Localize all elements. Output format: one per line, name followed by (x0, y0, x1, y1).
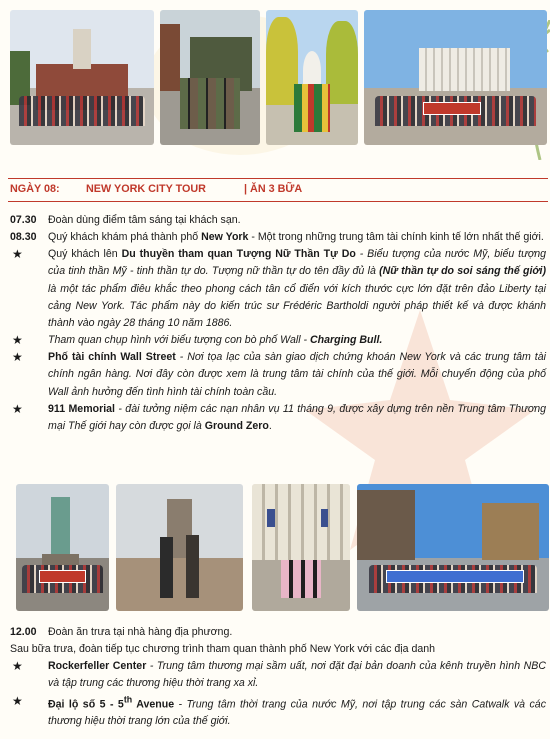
schedule-item-charging-bull (10, 332, 546, 349)
schedule-item-statue-of-liberty (10, 246, 546, 332)
schedule-text: Quý khách lên Du thuyền tham quan Tượng Nữ Thần Tự Do - Biểu tượng của nước Mỹ, biểu tượng của tinh thần Mỹ - tinh thần tự do. Tượng nữ thần tự do tên đầy đủ là (Nữ thần tự do soi sáng thế giới) là một tác phẩm điêu khắc theo phong cách tân cổ điển với kích thước cực lớn đặt trên đảo Liberty tại cảng New York. Tác phẩm này do kiến trúc sư Frédéric Bartholdi người pháp thiết kế và được khánh thành vào ngày 28 tháng 10 năm 1886. (48, 248, 547, 329)
schedule-item (10, 212, 546, 229)
schedule-text: Rockerfeller Center - Trung tâm thương mại sầm uất, nơi đặt đại bản doanh của kênh truyền hình NBC và tập trung các thương hiệu thời trang xa xỉ. (48, 660, 546, 690)
day-title: NEW YORK CITY TOUR (86, 183, 206, 196)
star-bullet-icon: ★ (12, 333, 23, 348)
time-label: 08.30 (10, 231, 37, 244)
photo-group-banner (357, 484, 549, 611)
schedule-text: Đoàn dùng điểm tâm sáng tại khách sạn. (48, 214, 241, 226)
schedule-morning (10, 212, 546, 435)
day-number: NGÀY 08: (10, 183, 60, 196)
star-bullet-icon: ★ (12, 350, 23, 365)
day-meals: | ĂN 3 BỮA (244, 183, 303, 196)
photo-lincoln-memorial (364, 10, 547, 145)
schedule-item-fifth-avenue (10, 693, 546, 731)
schedule-intro (10, 641, 546, 658)
middle-photo-row (16, 484, 549, 611)
star-bullet-icon: ★ (12, 401, 23, 416)
photo-stock-exchange (252, 484, 350, 611)
schedule-item-lunch (10, 624, 546, 641)
afternoon-intro-text: Sau bữa trưa, đoàn tiếp tục chương trình tham quan thành phố New York với các địa danh (10, 643, 436, 656)
photo-brooklyn-bridge (116, 484, 243, 611)
schedule-item-wall-street (10, 349, 546, 400)
day-header (8, 178, 548, 202)
star-bullet-icon: ★ (12, 247, 23, 262)
schedule-text: 911 Memorial - đài tưởng niệm các nạn nhân vụ 11 tháng 9, được xây dựng trên nền Trung tâm Thương mại Thế giới hay còn được gọi là Ground Zero. (48, 402, 547, 432)
star-bullet-icon: ★ (12, 693, 23, 708)
schedule-text: Đoàn ăn trưa tại nhà hàng địa phương. (48, 626, 233, 638)
top-photo-row (10, 10, 547, 145)
time-label: 12.00 (10, 626, 37, 638)
star-bullet-icon: ★ (12, 659, 23, 674)
schedule-item-911-memorial (10, 401, 546, 435)
schedule-text: Quý khách khám phá thành phố New York - Một trong những trung tâm tài chính kinh tế lớn nhất thế giới. (48, 231, 544, 244)
schedule-item (10, 229, 546, 246)
schedule-item-rockefeller (10, 658, 546, 692)
schedule-text: Tham quan chụp hình với biểu tượng con bò phố Wall - Charging Bull. (48, 334, 383, 347)
photo-park-dome (266, 10, 358, 145)
schedule-text: Đại lộ số 5 - 5th Avenue - Trung tâm thời trang của nước Mỹ, nơi tập trung các sàn Catwalk và các thương hiệu thời trang lớn của thế giới. (48, 694, 546, 728)
photo-independence-hall (10, 10, 154, 145)
schedule-text: Phố tài chính Wall Street - Nơi tọa lạc của sàn giao dịch chứng khoán New York và các trung tâm tài chính ngân hàng. Nơi đây còn được xem là trung tâm tài chính của thế giới. Mỗi chuyển động của phố Wall ảnh hưởng đến tình hình tài chính toàn cầu. (48, 351, 546, 398)
time-label: 07.30 (10, 214, 37, 226)
schedule-afternoon (10, 624, 546, 730)
photo-military-vehicle (160, 10, 260, 145)
photo-statue-of-liberty (16, 484, 109, 611)
